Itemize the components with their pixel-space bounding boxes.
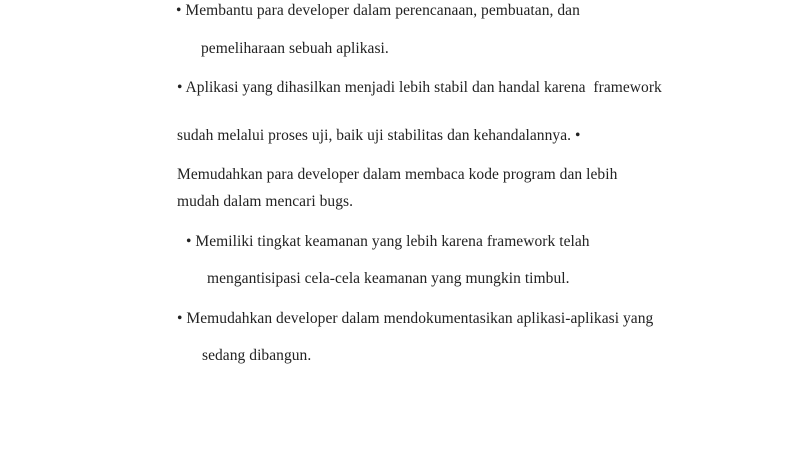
bullet-line-3: Memudahkan para developer dalam membaca kode program dan lebih (177, 166, 618, 183)
bullet-line-4: • Memiliki tingkat keamanan yang lebih karena framework telah (186, 233, 590, 250)
bullet-line-3-continuation: mudah dalam mencari bugs. (177, 193, 354, 210)
bullet-line-1-continuation: pemeliharaan sebuah aplikasi. (201, 40, 389, 57)
bullet-line-2: • Aplikasi yang dihasilkan menjadi lebih stabil dan handal karena framework (177, 79, 662, 96)
bullet-line-5: • Memudahkan developer dalam mendokumentasikan aplikasi-aplikasi yang (177, 310, 654, 327)
bullet-line-1: • Membantu para developer dalam perencanaan, pembuatan, dan (176, 2, 580, 19)
bullet-line-2-continuation: sudah melalui proses uji, baik uji stabilitas dan kehandalannya. • (177, 127, 581, 144)
bullet-line-5-continuation: sedang dibangun. (202, 347, 312, 364)
bullet-line-4-continuation: mengantisipasi cela-cela keamanan yang mungkin timbul. (207, 270, 570, 287)
